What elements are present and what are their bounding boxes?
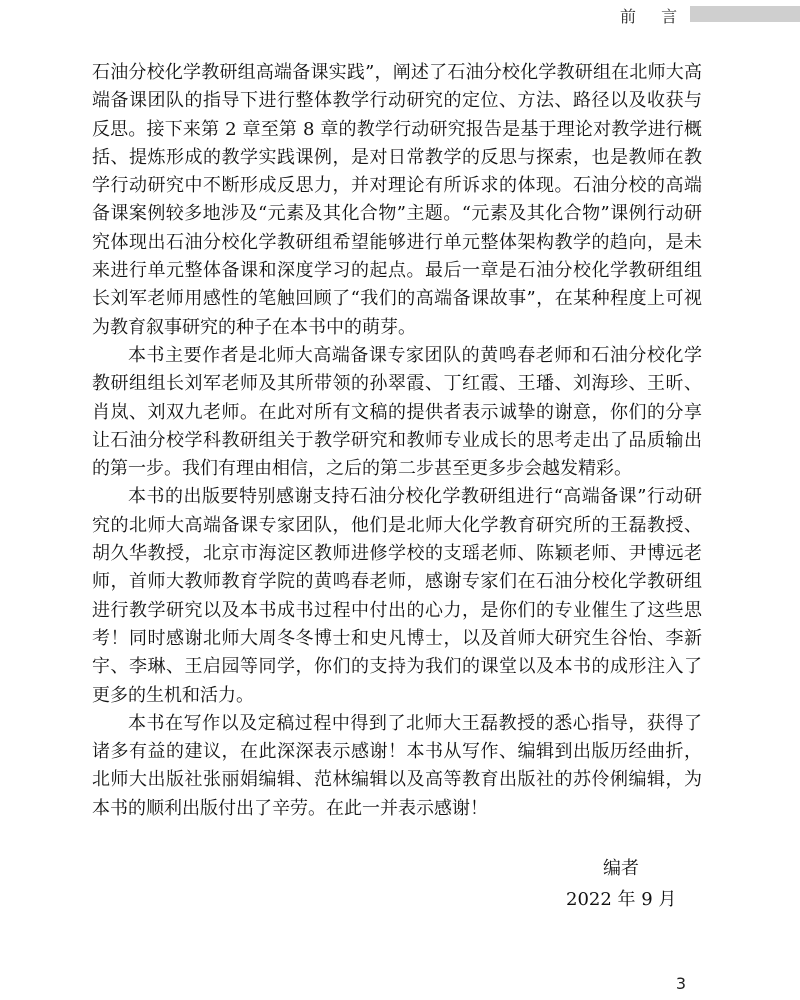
preface-body bbox=[92, 59, 702, 823]
header-bar bbox=[690, 6, 800, 22]
paragraph-authors: 本书主要作者是北师大高端备课专家团队的黄鸣春老师和石油分校化学教研组组长刘军老师及其所带领的孙翠霞、丁红霞、王璠、刘海珍、王昕、肖岚、刘双九老师。在此对所有文稿的提供者表示诚挚的谢意，你们的分享让石油分校学科教研组关于教学研究和教师专业成长的思考走出了品质输出的第一步。我们有理由相信，之后的第二步甚至更多步会越发精彩。 bbox=[92, 344, 702, 480]
paragraph-acknowledgements: 本书的出版要特别感谢支持石油分校化学教研组进行“高端备课”行动研究的北师大高端备课专家团队，他们是北师大化学教育研究所的王磊教授、胡久华教授，北京市海淀区教师进修学校的支瑶老师、陈颖老师、尹博远老师，首师大教师教育学院的黄鸣春老师，感谢专家们在石油分校化学教研组进行教学研究以及本书成书过程中付出的心力，是你们的专业催生了这些思考！同时感谢北师大周冬冬博士和史凡博士，以及首师大研究生谷怡、李新宇、李琳、王启园等同学，你们的支持为我们的课堂以及本书的成形注入了更多的生机和活力。 bbox=[92, 486, 702, 706]
page-header bbox=[0, 0, 800, 26]
signature-author: 编者 bbox=[603, 858, 639, 879]
paragraph-continued: 石油分校化学教研组高端备课实践”，阐述了石油分校化学教研组在北师大高端备课团队的指导下进行整体教学行动研究的定位、方法、路径以及收获与反思。接下来第 2 章至第 8 章的教学行动研究报告是基于理论对教学进行概括、提炼形成的教学实践课例，是对日常教学的反思与探索，也是教师在教学行动研究中不断形成反思力，并对理论有所诉求的体现。石油分校的高端备课案例较多地涉及“元素及其化合物”主题。“元素及其化合物”课例行动研究体现出石油分校化学教研组希望能够进行单元整体架构教学的趋向，是未来进行单元整体备课和深度学习的起点。最后一章是石油分校化学教研组组长刘军老师用感性的笔触回顾了“我们的高端备课故事”，在某种程度上可视为教育叙事研究的种子在本书中的萌芽。 bbox=[92, 62, 702, 338]
running-header-title: 前 言 bbox=[620, 7, 688, 26]
signature-date: 2022 年 9 月 bbox=[566, 889, 677, 910]
signature-block bbox=[566, 853, 686, 915]
page-number: 3 bbox=[675, 974, 686, 993]
paragraph-thanks: 本书在写作以及定稿过程中得到了北师大王磊教授的悉心指导，获得了诸多有益的建议，在此深深表示感谢！本书从写作、编辑到出版历经曲折，北师大出版社张丽娟编辑、范林编辑以及高等教育出版社的苏伶俐编辑，为本书的顺利出版付出了辛劳。在此一并表示感谢！ bbox=[92, 712, 702, 819]
